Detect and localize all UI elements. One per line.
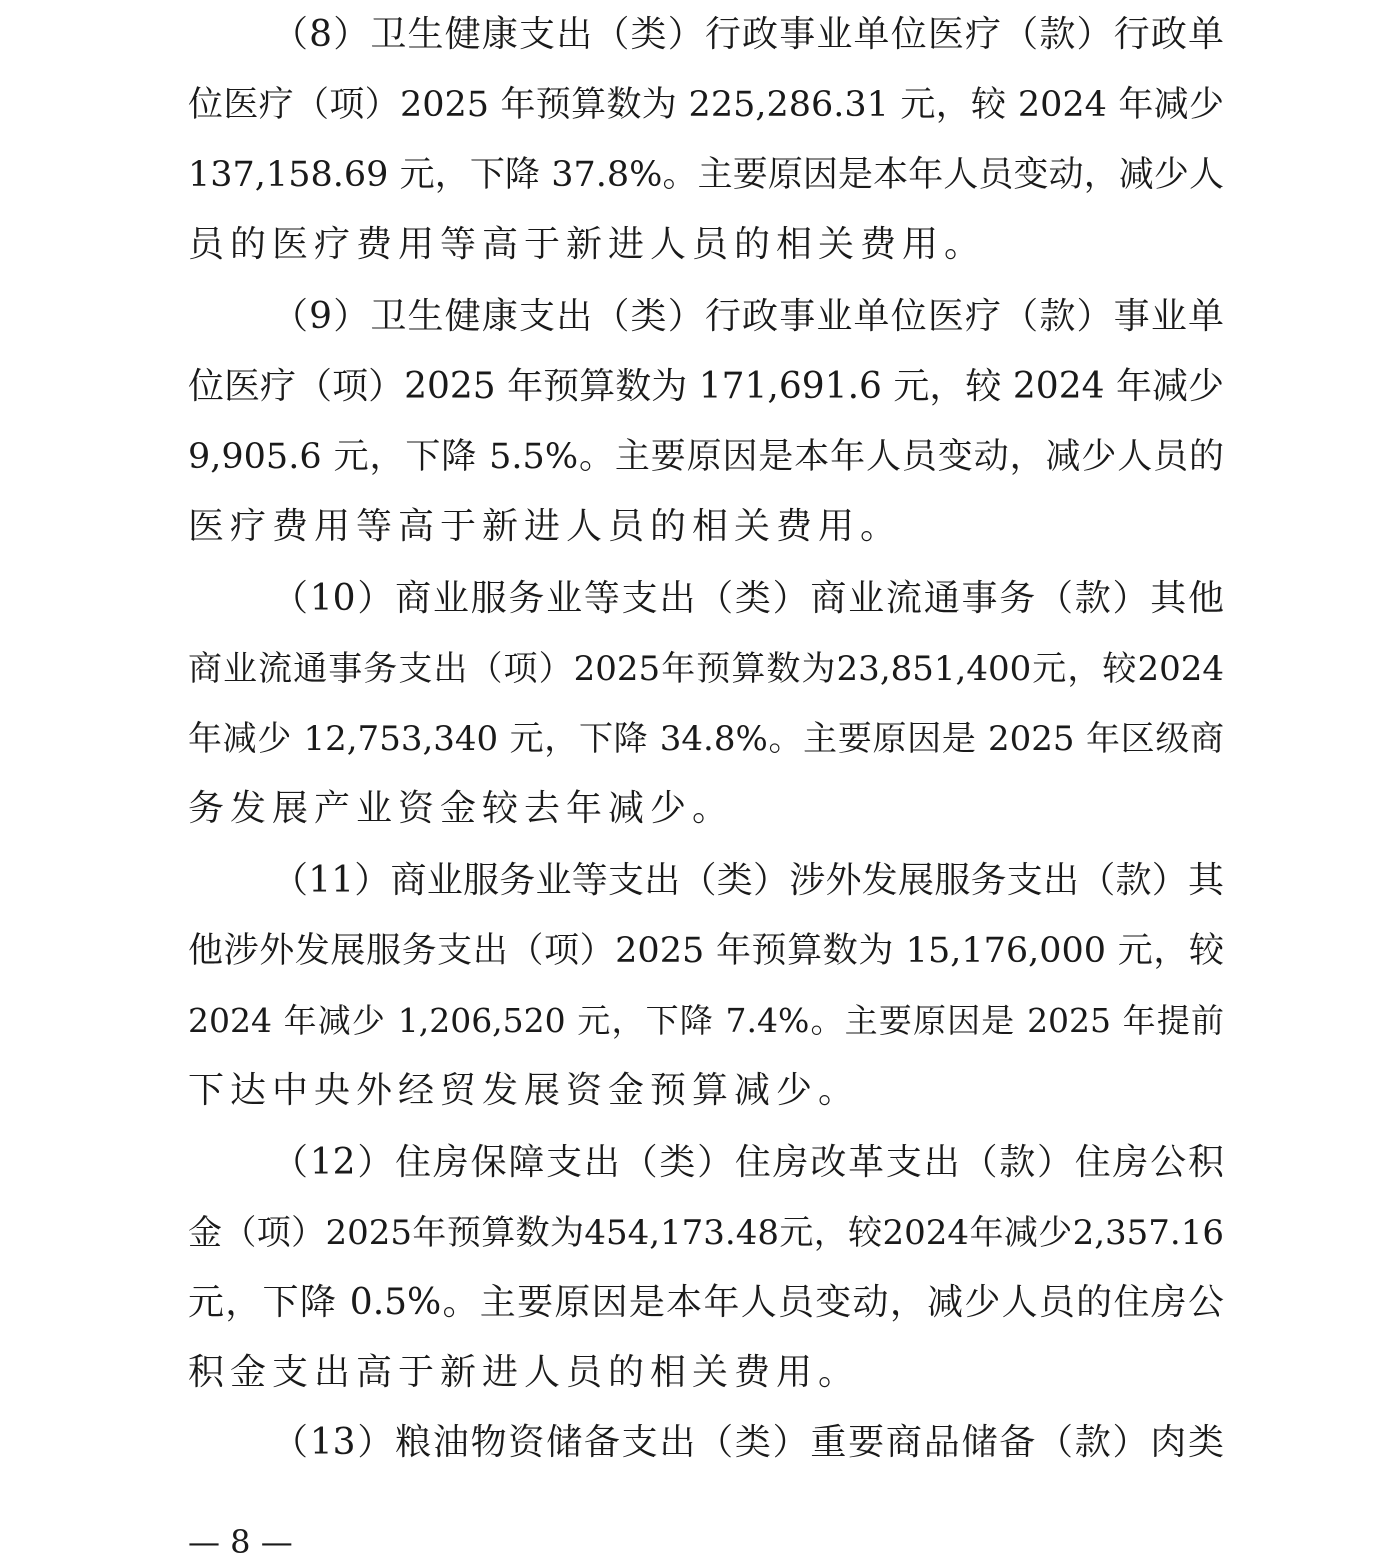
paragraph-line: 元，下降 0.5%。主要原因是本年人员变动，减少人员的住房公 [188, 1282, 1224, 1323]
paragraph-line: 位医疗（项）2025 年预算数为 225,286.31 元，较 2024 年减少 [188, 85, 1224, 125]
paragraph-line: 金（项）2025年预算数为454,173.48元，较2024年减少2,357.16 [188, 1213, 1224, 1253]
paragraph-line: 医疗费用等高于新进人员的相关费用。 [188, 506, 903, 547]
paragraph-line: （9）卫生健康支出（类）行政事业单位医疗（款）事业单 [272, 296, 1224, 337]
paragraph-line: 9,905.6 元，下降 5.5%。主要原因是本年人员变动，减少人员的 [188, 437, 1224, 477]
paragraph-line: 137,158.69 元，下降 37.8%。主要原因是本年人员变动，减少人 [188, 155, 1224, 195]
paragraph-line: 务发展产业资金较去年减少。 [188, 788, 735, 829]
paragraph-line: （12）住房保障支出（类）住房改革支出（款）住房公积 [272, 1142, 1224, 1183]
paragraph-line: 他涉外发展服务支出（项）2025 年预算数为 15,176,000 元，较 [188, 931, 1224, 971]
document-page [188, 0, 1224, 1554]
page-number: — 8 — [188, 1523, 293, 1561]
paragraph-line: 年减少 12,753,340 元，下降 34.8%。主要原因是 2025 年区级商 [188, 719, 1224, 759]
paragraph-line: 2024 年减少 1,206,520 元，下降 7.4%。主要原因是 2025 年提前 [188, 1001, 1224, 1040]
paragraph-line: 商业流通事务支出（项）2025年预算数为23,851,400元，较2024 [188, 649, 1224, 689]
paragraph-line: （13）粮油物资储备支出（类）重要商品储备（款）肉类 [272, 1422, 1224, 1463]
paragraph-line: （8）卫生健康支出（类）行政事业单位医疗（款）行政单 [272, 14, 1224, 55]
paragraph-line: （11）商业服务业等支出（类）涉外发展服务支出（款）其 [272, 860, 1224, 901]
paragraph-line: 员的医疗费用等高于新进人员的相关费用。 [188, 224, 987, 265]
paragraph-line: （10）商业服务业等支出（类）商业流通事务（款）其他 [272, 578, 1224, 619]
paragraph-line: 积金支出高于新进人员的相关费用。 [188, 1352, 861, 1393]
paragraph-line: 位医疗（项）2025 年预算数为 171,691.6 元，较 2024 年减少 [188, 366, 1224, 407]
paragraph-line: 下达中央外经贸发展资金预算减少。 [188, 1070, 861, 1111]
